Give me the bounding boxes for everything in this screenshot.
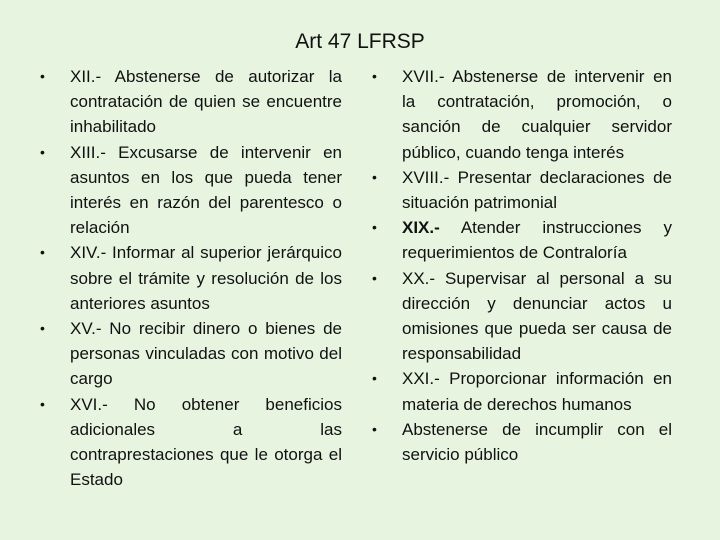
bullet-icon: • xyxy=(40,143,45,160)
list-item xyxy=(372,417,672,467)
left-bullet-list xyxy=(40,64,342,492)
bullet-icon: • xyxy=(40,320,45,337)
list-item xyxy=(372,266,672,367)
list-item-text: XVII.- Abstenerse de intervenir en la contratación, promoción, o sanción de cualquier servidor público, cuando tenga interés xyxy=(402,67,672,162)
list-item xyxy=(372,64,672,165)
bullet-icon: • xyxy=(372,168,377,185)
slide-title: Art 47 LFRSP xyxy=(295,30,425,53)
list-item-text: XII.- Abstenerse de autorizar la contratación de quien se encuentre inhabilitado xyxy=(70,67,342,137)
bullet-icon: • xyxy=(372,219,377,236)
bullet-icon: • xyxy=(40,68,45,84)
list-item-text: XVIII.- Presentar declaraciones de situación patrimonial xyxy=(402,167,672,213)
list-item-text: XIV.- Informar al superior jerárquico sobre el trámite y resolución de los anteriores asuntos xyxy=(70,243,342,313)
list-item-text: XXI.- Proporcionar información en materia de derechos humanos xyxy=(402,369,672,414)
bullet-icon: • xyxy=(40,244,45,261)
list-item-text: XX.- Supervisar al personal a su dirección y denunciar actos u omisiones que pueda ser causa de responsabilidad xyxy=(402,268,672,364)
list-item xyxy=(372,366,672,416)
bullet-icon: • xyxy=(372,269,377,286)
bullet-icon: • xyxy=(372,68,377,84)
list-item xyxy=(40,316,342,392)
bullet-icon: • xyxy=(40,395,45,412)
list-item xyxy=(40,240,342,316)
list-item-text: Abstenerse de incumplir con el servicio público xyxy=(402,419,672,465)
bullet-icon: • xyxy=(372,420,377,437)
list-item xyxy=(40,64,342,140)
list-item xyxy=(372,165,672,215)
list-item xyxy=(40,392,342,493)
list-item xyxy=(372,215,672,265)
list-item-text: XIII.- Excusarse de intervenir en asuntos en los que pueda tener interés en razón del parentesco o relación xyxy=(70,142,342,238)
list-item-body: Atender instrucciones y requerimientos de Contraloría xyxy=(402,218,672,263)
list-item-text: XVI.- No obtener beneficios adicionales a las contraprestaciones que le otorga el Estado xyxy=(70,394,342,490)
right-bullet-list xyxy=(372,64,672,467)
list-item-text: XV.- No recibir dinero o bienes de personas vinculadas con motivo del cargo xyxy=(70,319,342,389)
list-item-text xyxy=(402,218,672,262)
list-item xyxy=(40,140,342,241)
bullet-icon: • xyxy=(372,370,377,387)
list-item-number: XIX.- xyxy=(402,218,440,238)
